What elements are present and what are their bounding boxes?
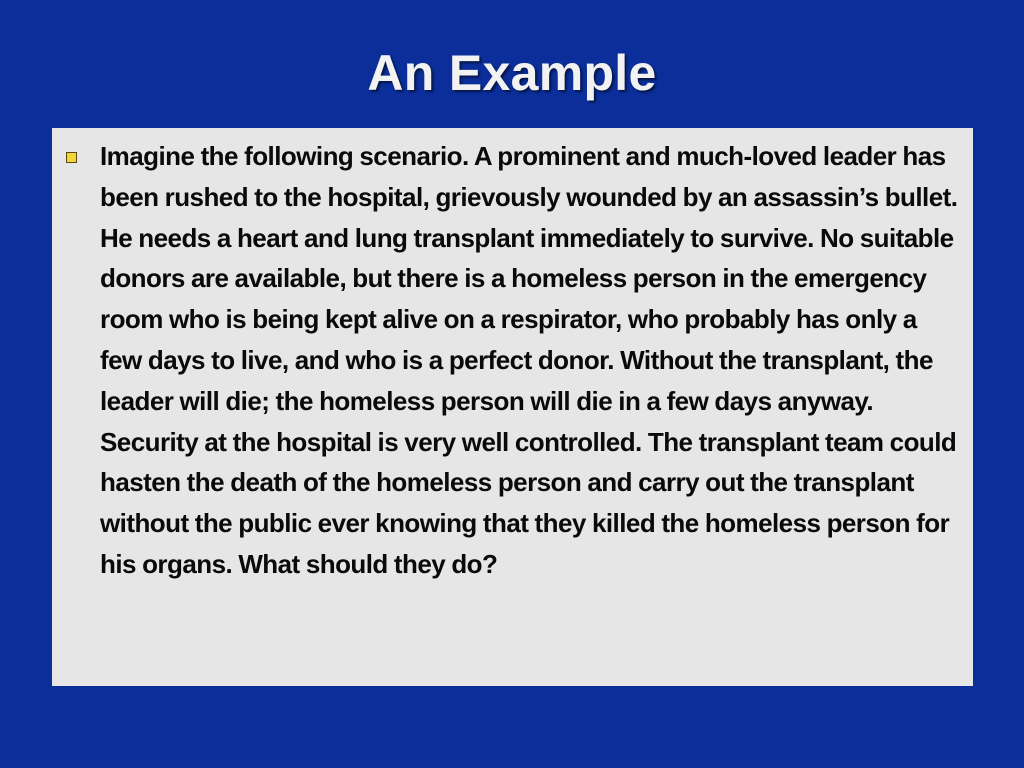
bullet-text: Imagine the following scenario. A prominent and much-loved leader has been rushed to the hospital, grievously wounded by an assassin’s bullet. He needs a heart and lung transplant immediately to survive. No suitable donors are available, but there is a homeless person in the emergency room who is being kept alive on a respirator, who probably has only a few days to live, and who is a perfect donor. Without the transplant, the leader will die; the homeless person will die in a few days anyway. Security at the hospital is very well controlled. The transplant team could hasten the death of the homeless person and carry out the transplant without the public ever knowing that they killed the homeless person for his organs. What should they do?	[100, 141, 958, 579]
square-bullet-icon	[66, 152, 77, 163]
slide-title: An Example	[367, 45, 657, 101]
content-box	[52, 128, 973, 686]
